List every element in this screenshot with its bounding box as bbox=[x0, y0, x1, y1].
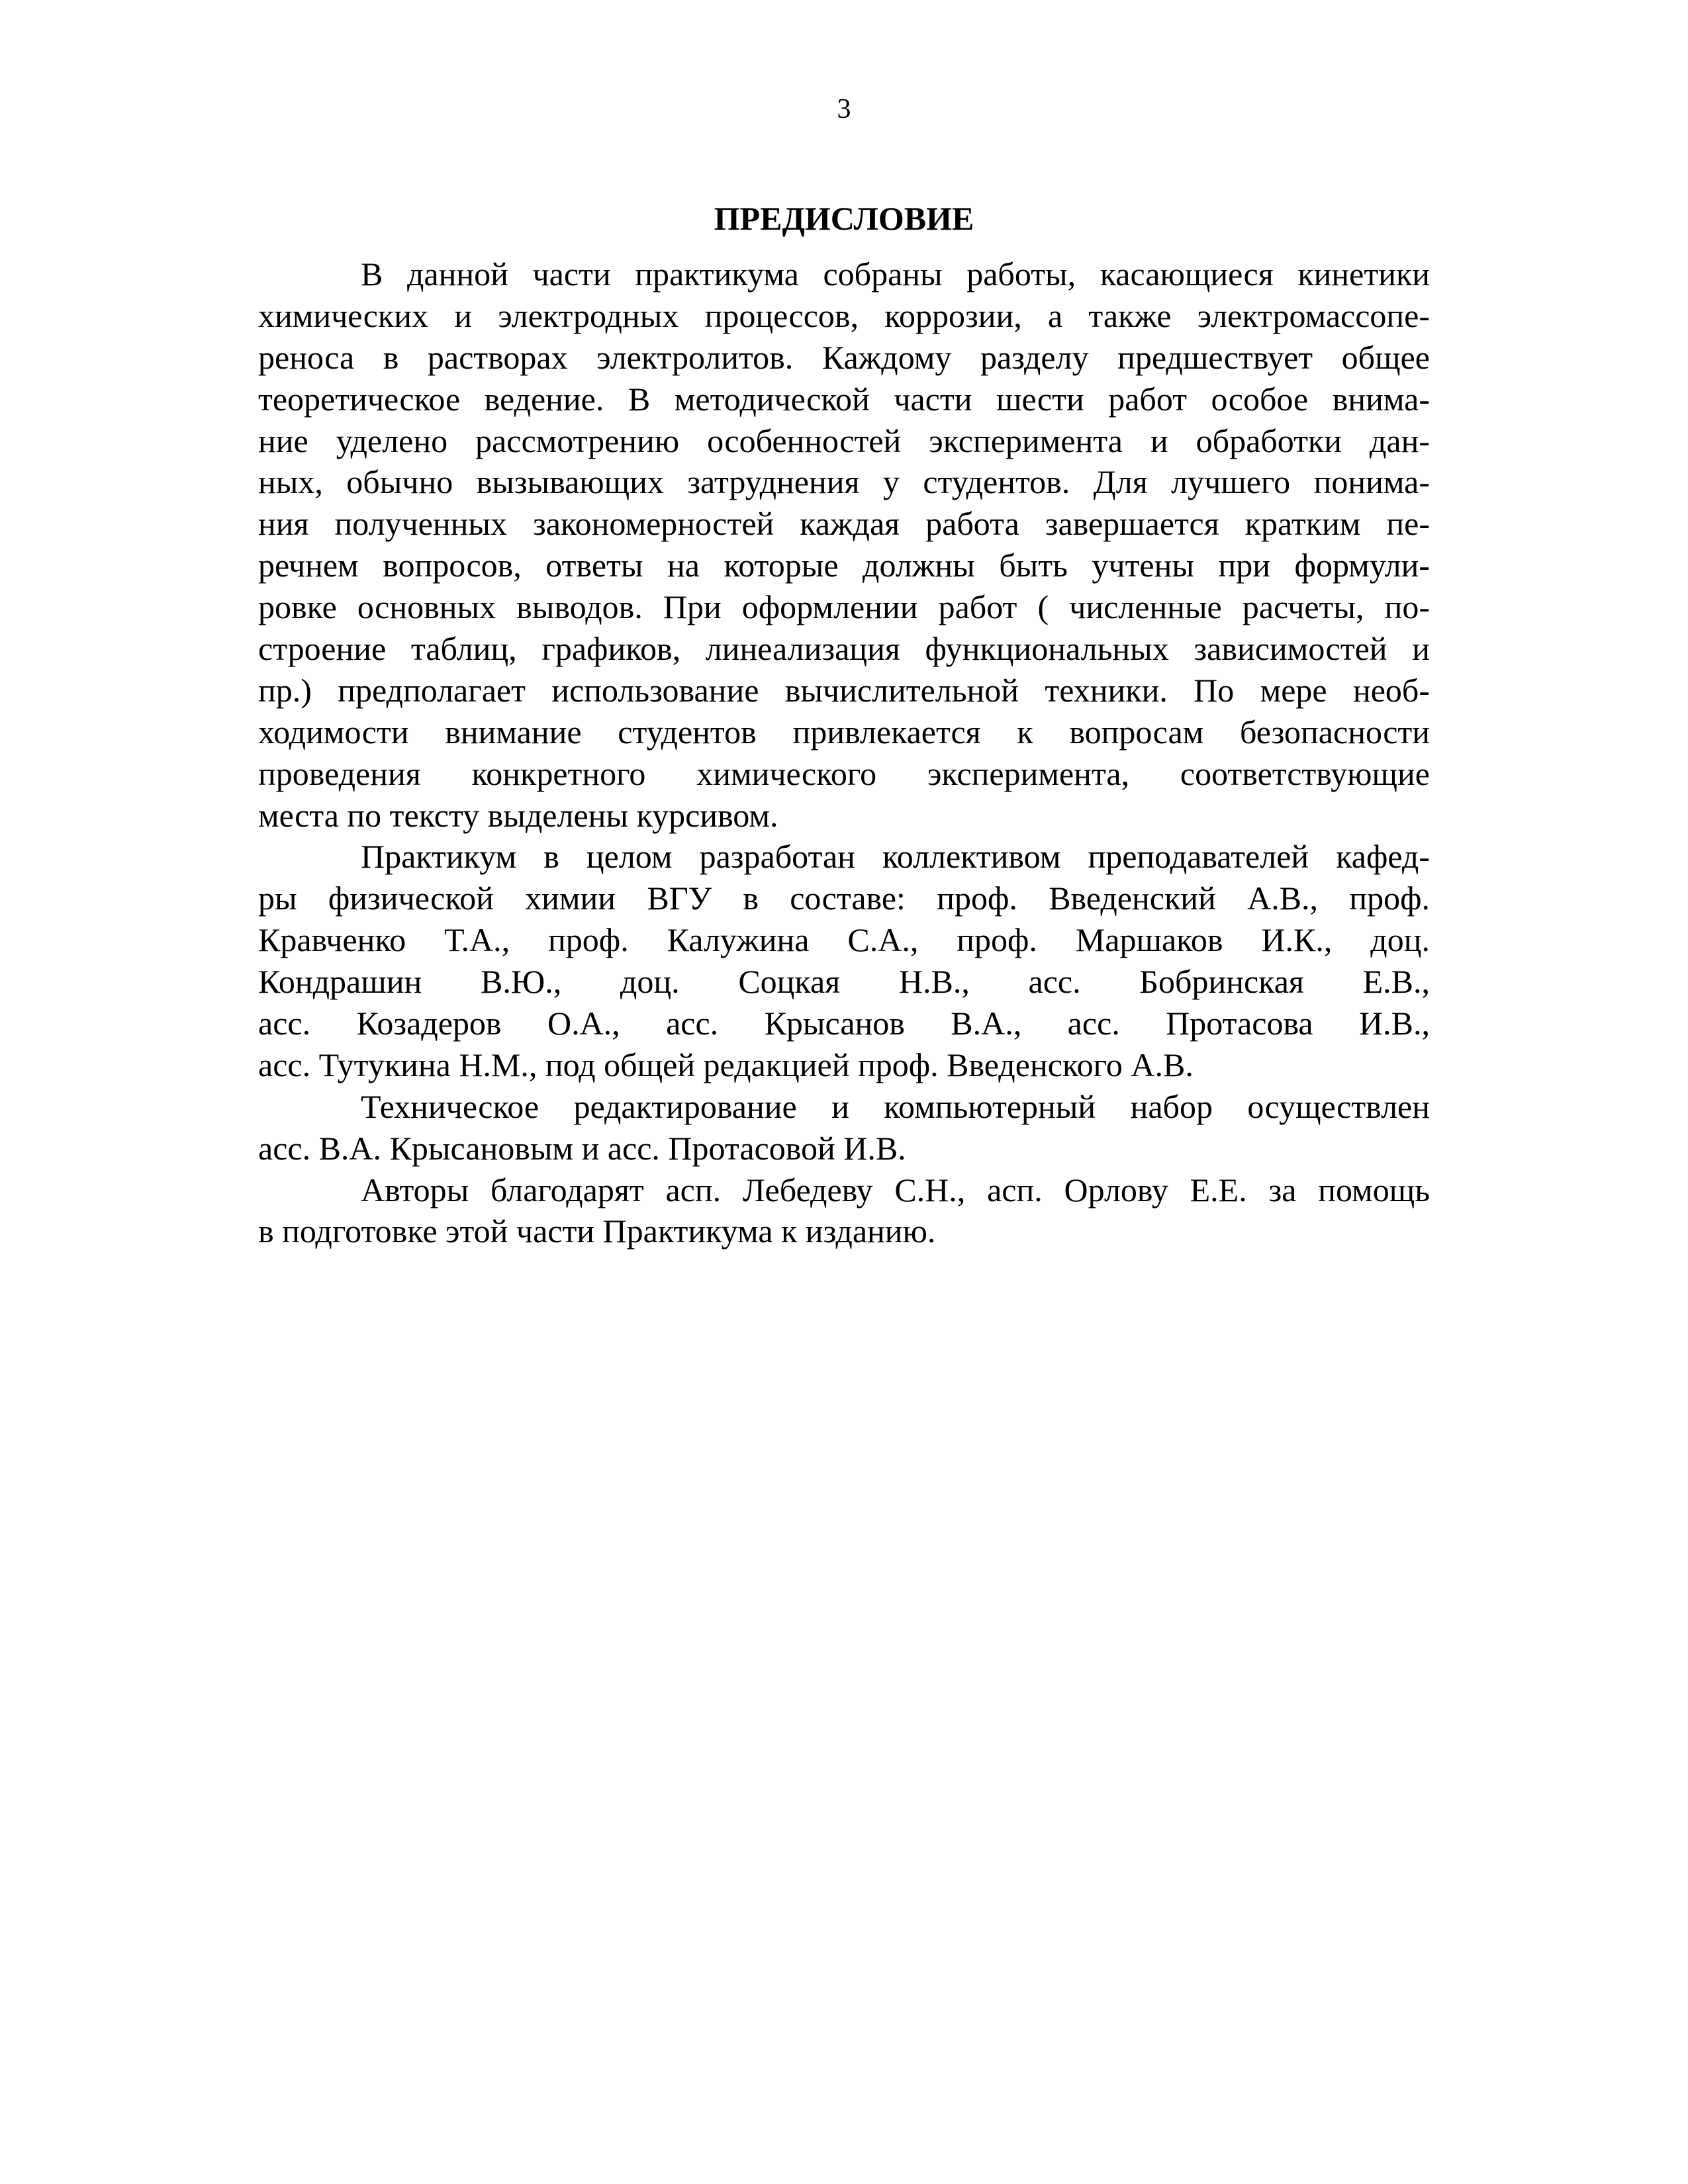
text-line: Техническое редактирование и компьютерный набор осуществлен bbox=[361, 1087, 1430, 1125]
text-line: Кондрашин В.Ю., доц. Соцкая Н.В., асс. Бобринская Е.В., bbox=[258, 963, 1430, 1001]
text-line: ния полученных закономерностей каждая работа завершается кратким пе- bbox=[258, 505, 1430, 543]
text-line: ходимости внимание студентов привлекается к вопросам безопасности bbox=[258, 713, 1430, 751]
document-body bbox=[258, 253, 1430, 1252]
text-line: ние уделено рассмотрению особенностей эксперимента и обработки дан- bbox=[258, 422, 1430, 459]
text-line: ры физической химии ВГУ в составе: проф. Введенский А.В., проф. bbox=[258, 880, 1430, 917]
text-line: проведения конкретного химического эксперимента, соответствующие bbox=[258, 754, 1430, 792]
text-line: места по тексту выделены курсивом. bbox=[258, 796, 778, 834]
text-line: асс. В.А. Крысановым и асс. Протасовой И.В. bbox=[258, 1129, 906, 1167]
page-number: 3 bbox=[837, 94, 851, 124]
text-line: ных, обычно вызывающих затруднения у студентов. Для лучшего понима- bbox=[258, 463, 1430, 501]
text-line: Кравченко Т.А., проф. Калужина С.А., проф. Маршаков И.К., доц. bbox=[258, 921, 1430, 959]
text-line: речнем вопросов, ответы на которые должны быть учтены при формули- bbox=[258, 547, 1430, 584]
paragraph-intro bbox=[258, 253, 1430, 836]
text-line: в подготовке этой части Практикума к изданию. bbox=[258, 1212, 936, 1250]
text-line: пр.) предполагает использование вычислительной техники. По мере необ- bbox=[258, 671, 1430, 709]
text-line: В данной части практикума собраны работы, касающиеся кинетики bbox=[361, 255, 1430, 293]
text-line: теоретическое ведение. В методической части шести работ особое внима- bbox=[258, 380, 1430, 418]
text-line: асс. Козадеров О.А., асс. Крысанов В.А., асс. Протасова И.В., bbox=[258, 1005, 1430, 1042]
text-line: строение таблиц, графиков, линеализация функциональных зависимостей и bbox=[258, 630, 1430, 668]
text-line: ровке основных выводов. При оформлении работ ( численные расчеты, по- bbox=[258, 588, 1430, 626]
page-title: ПРЕДИСЛОВИЕ bbox=[714, 200, 974, 237]
text-line: химических и электродных процессов, коррозии, а также электромассопе- bbox=[258, 296, 1430, 334]
paragraph-authors bbox=[258, 836, 1430, 1085]
paragraph-editing bbox=[258, 1086, 1430, 1169]
text-line: реноса в растворах электролитов. Каждому разделу предшествует общее bbox=[258, 338, 1430, 376]
text-line: асс. Тутукина Н.М., под общей редакцией проф. Введенского А.В. bbox=[258, 1046, 1194, 1083]
text-line: Авторы благодарят асп. Лебедеву С.Н., асп. Орлову Е.Е. за помощь bbox=[361, 1171, 1430, 1208]
paragraph-acknowledgements bbox=[258, 1169, 1430, 1253]
text-line: Практикум в целом разработан коллективом преподавателей кафед- bbox=[361, 838, 1430, 876]
